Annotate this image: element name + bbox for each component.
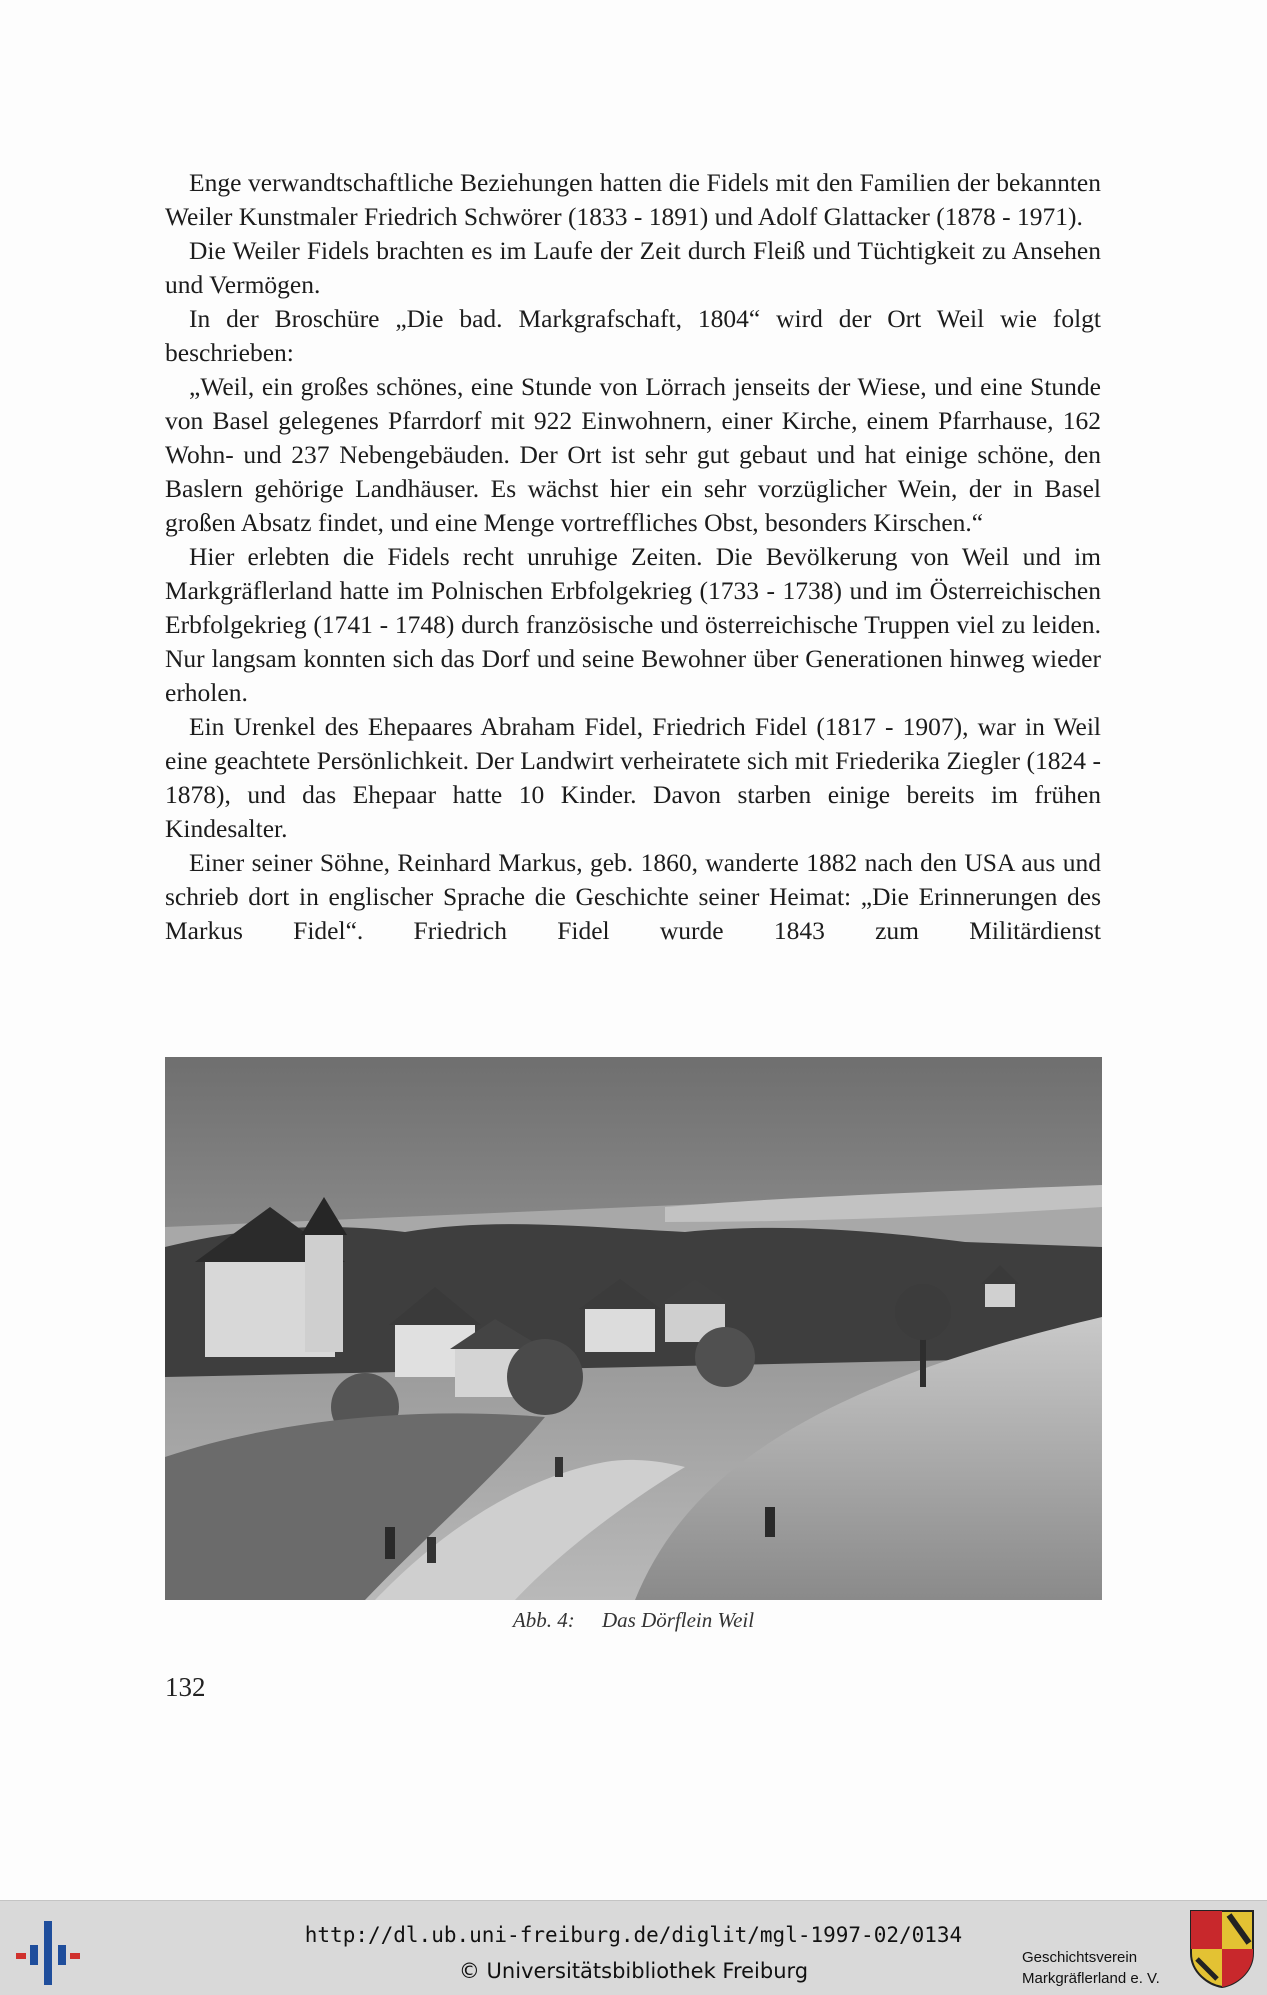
copyright-notice: © Universitätsbibliothek Freiburg [458,1959,809,1983]
document-url-link[interactable]: http://dl.ub.uni-freiburg.de/diglit/mgl-1997-02/0134 [304,1923,963,1947]
society-line-1: Geschichtsverein [1022,1949,1138,1966]
paragraph: Die Weiler Fidels brachten es im Laufe der Zeit durch Fleiß und Tüchtigkeit zu Ansehen und Vermögen. [165,236,1101,299]
paragraph: Hier erlebten die Fidels recht unruhige Zeiten. Die Bevölkerung von Weil und im Markgräflerland hatte im Polnischen Erbfolgekrieg (1733 - 1738) und im Österreichischen Erbfolgekrieg (1741 - 1748) durch französische und österreichische Truppen viel zu leiden. Nur langsam konnten sich das Dorf und seine Bewohner über Generationen hinweg wieder erholen. [165,542,1101,707]
paragraph-quote: „Weil, ein großes schönes, eine Stunde von Lörrach jenseits der Wiese, und eine Stunde von Basel gelegenes Pfarrdorf mit 922 Einwohnern, einer Kirche, einem Pfarrhause, 162 Wohn- und 237 Nebengebäuden. Der Ort ist sehr gut gebaut und hat einige schöne, den Baslern gehörige Landhäuser. Es wächst hier ein sehr vorzüglicher Wein, der in Basel großen Absatz findet, und eine Menge vortreffliches Obst, besonders Kirschen.“ [165,372,1101,537]
figure-village-painting [165,1057,1102,1600]
society-name [1022,1947,1160,1989]
coat-of-arms-icon [1189,1909,1255,1989]
paragraph: In der Broschüre „Die bad. Markgrafschaft, 1804“ wird der Ort Weil wie folgt beschrieben: [165,304,1101,367]
paragraph: Einer seiner Söhne, Reinhard Markus, geb. 1860, wanderte 1882 nach den USA aus und schrieb dort in englischer Sprache die Geschichte seiner Heimat: „Die Erinnerungen des Markus Fidel“. Friedrich Fidel wurde 1843 zum Militärdienst [165,848,1101,945]
page-number: 132 [165,1672,206,1702]
figure-caption [165,1608,1102,1633]
paragraph: Ein Urenkel des Ehepaares Abraham Fidel, Friedrich Fidel (1817 - 1907), war in Weil eine geachtete Persönlichkeit. Der Landwirt verheiratete sich mit Friederika Ziegler (1824 - 1878), und das Ehepaar hatte 10 Kinder. Davon starben einige bereits im frühen Kindesalter. [165,712,1101,843]
viewer-footer [0,1900,1267,1995]
village-painting-image [165,1057,1102,1600]
caption-number: Abb. 4: [512,1608,575,1632]
caption-title: Das Dörflein Weil [602,1608,755,1632]
body-text [165,166,1101,948]
paragraph: Enge verwandtschaftliche Beziehungen hatten die Fidels mit den Familien der bekannten Weiler Kunstmaler Friedrich Schwörer (1833 - 1891) und Adolf Glattacker (1878 - 1971). [165,168,1101,231]
society-line-2: Markgräflerland e. V. [1022,1970,1160,1987]
